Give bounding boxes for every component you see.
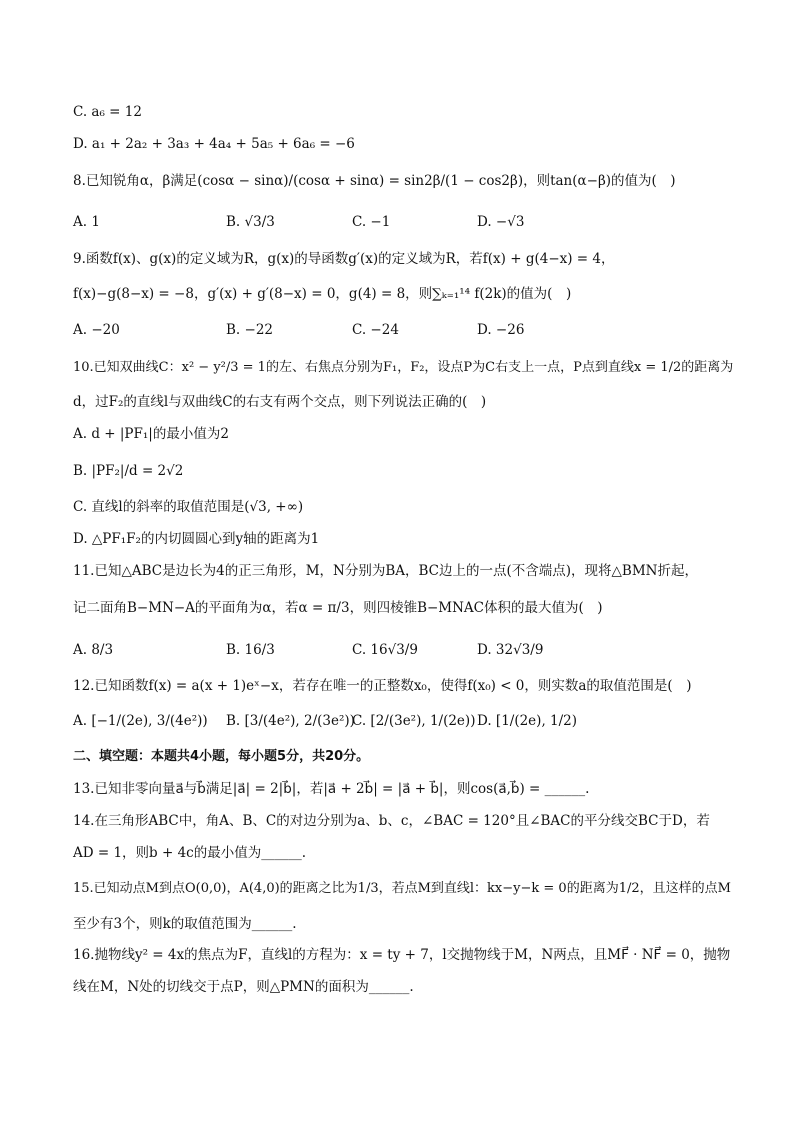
q11-option-a: A. 8/3	[73, 642, 114, 658]
q8-option-c: C. −1	[352, 214, 391, 230]
q9-option-d: D. −26	[477, 322, 525, 338]
question-11-line1: 11.已知△ABC是边长为4的正三角形，M，N分别为BA，BC边上的一点(不含端点)，现将△BMN折起，	[73, 563, 698, 579]
q8-option-a: A. 1	[73, 214, 100, 230]
question-10-line1: 10.已知双曲线C：x² − y²/3 = 1的左、右焦点分别为F₁，F₂，设点P为C右支上一点，P点到直线x = 1/2的距离为	[73, 360, 734, 375]
question-10-line2: d，过F₂的直线l与双曲线C的右支有两个交点，则下列说法正确的( )	[73, 394, 487, 410]
question-8: 8.已知锐角α，β满足(cosα − sinα)/(cosα + sinα) = sin2β/(1 − cos2β)，则tan(α−β)的值为( )	[73, 173, 676, 189]
question-15-line1: 15.已知动点M到点O(0,0)，A(4,0)的距离之比为1/3，若点M到直线l：kx−y−k = 0的距离为1/2，且这样的点M	[73, 881, 731, 896]
q10-option-d: D. △PF₁F₂的内切圆圆心到y轴的距离为1	[73, 531, 320, 547]
q7-option-d: D. a₁ + 2a₂ + 3a₃ + 4a₄ + 5a₅ + 6a₆ = −6	[73, 136, 355, 152]
q8-option-d: D. −√3	[477, 214, 525, 230]
q10-option-c: C. 直线l的斜率的取值范围是(√3, +∞)	[73, 499, 304, 515]
question-9-line2: f(x)−g(8−x) = −8，g′(x) + g′(8−x) = 0，g(4) = 8，则∑ₖ₌₁¹⁴ f(2k)的值为( )	[73, 286, 572, 302]
question-16-line1: 16.抛物线y² = 4x的焦点为F，直线l的方程为：x = ty + 7，l交抛物线于M，N两点，且MF⃗ · NF⃗ = 0，抛物	[73, 947, 731, 963]
question-15-line2: 至少有3个，则k的取值范围为______.	[73, 916, 297, 932]
q12-option-c: C. [2/(3e²), 1/(2e))	[352, 713, 476, 729]
q10-option-a: A. d + |PF₁|的最小值为2	[73, 426, 229, 442]
q11-option-d: D. 32√3/9	[477, 642, 544, 658]
q12-option-d: D. [1/(2e), 1/2)	[477, 713, 578, 729]
q9-option-b: B. −22	[226, 322, 273, 338]
q10-option-b: B. |PF₂|/d = 2√2	[73, 463, 184, 479]
question-13: 13.已知非零向量a⃗与b⃗满足|a⃗| = 2|b⃗|，若|a⃗ + 2b⃗| = |a⃗ + b⃗|，则cos(a⃗,b⃗) = ______.	[73, 781, 590, 797]
question-14-line2: AD = 1，则b + 4c的最小值为______.	[73, 845, 307, 861]
q11-option-b: B. 16/3	[226, 642, 275, 658]
question-9-line1: 9.函数f(x)、g(x)的定义域为R，g(x)的导函数g′(x)的定义域为R，若f(x) + g(4−x) = 4，	[73, 251, 615, 267]
question-16-line2: 线在M，N处的切线交于点P，则△PMN的面积为______.	[73, 979, 414, 995]
q11-option-c: C. 16√3/9	[352, 642, 418, 658]
q9-option-a: A. −20	[73, 322, 120, 338]
question-11-line2: 记二面角B−MN−A的平面角为α，若α = π/3，则四棱锥B−MNAC体积的最大值为( )	[73, 600, 603, 616]
question-12: 12.已知函数f(x) = a(x + 1)eˣ−x，若存在唯一的正整数x₀，使得f(x₀) < 0，则实数a的取值范围是( )	[73, 678, 692, 694]
q8-option-b: B. √3/3	[226, 214, 275, 230]
question-14-line1: 14.在三角形ABC中，角A、B、C的对边分别为a、b、c，∠BAC = 120°且∠BAC的平分线交BC于D，若	[73, 813, 710, 829]
q12-option-a: A. [−1/(2e), 3/(4e²))	[73, 713, 208, 729]
q9-option-c: C. −24	[352, 322, 399, 338]
section-title-fill-in: 二、填空题：本题共4小题，每小题5分，共20分。	[73, 749, 370, 764]
q7-option-c: C. a₆ = 12	[73, 104, 142, 120]
q12-option-b: B. [3/(4e²), 2/(3e²))	[226, 713, 355, 729]
